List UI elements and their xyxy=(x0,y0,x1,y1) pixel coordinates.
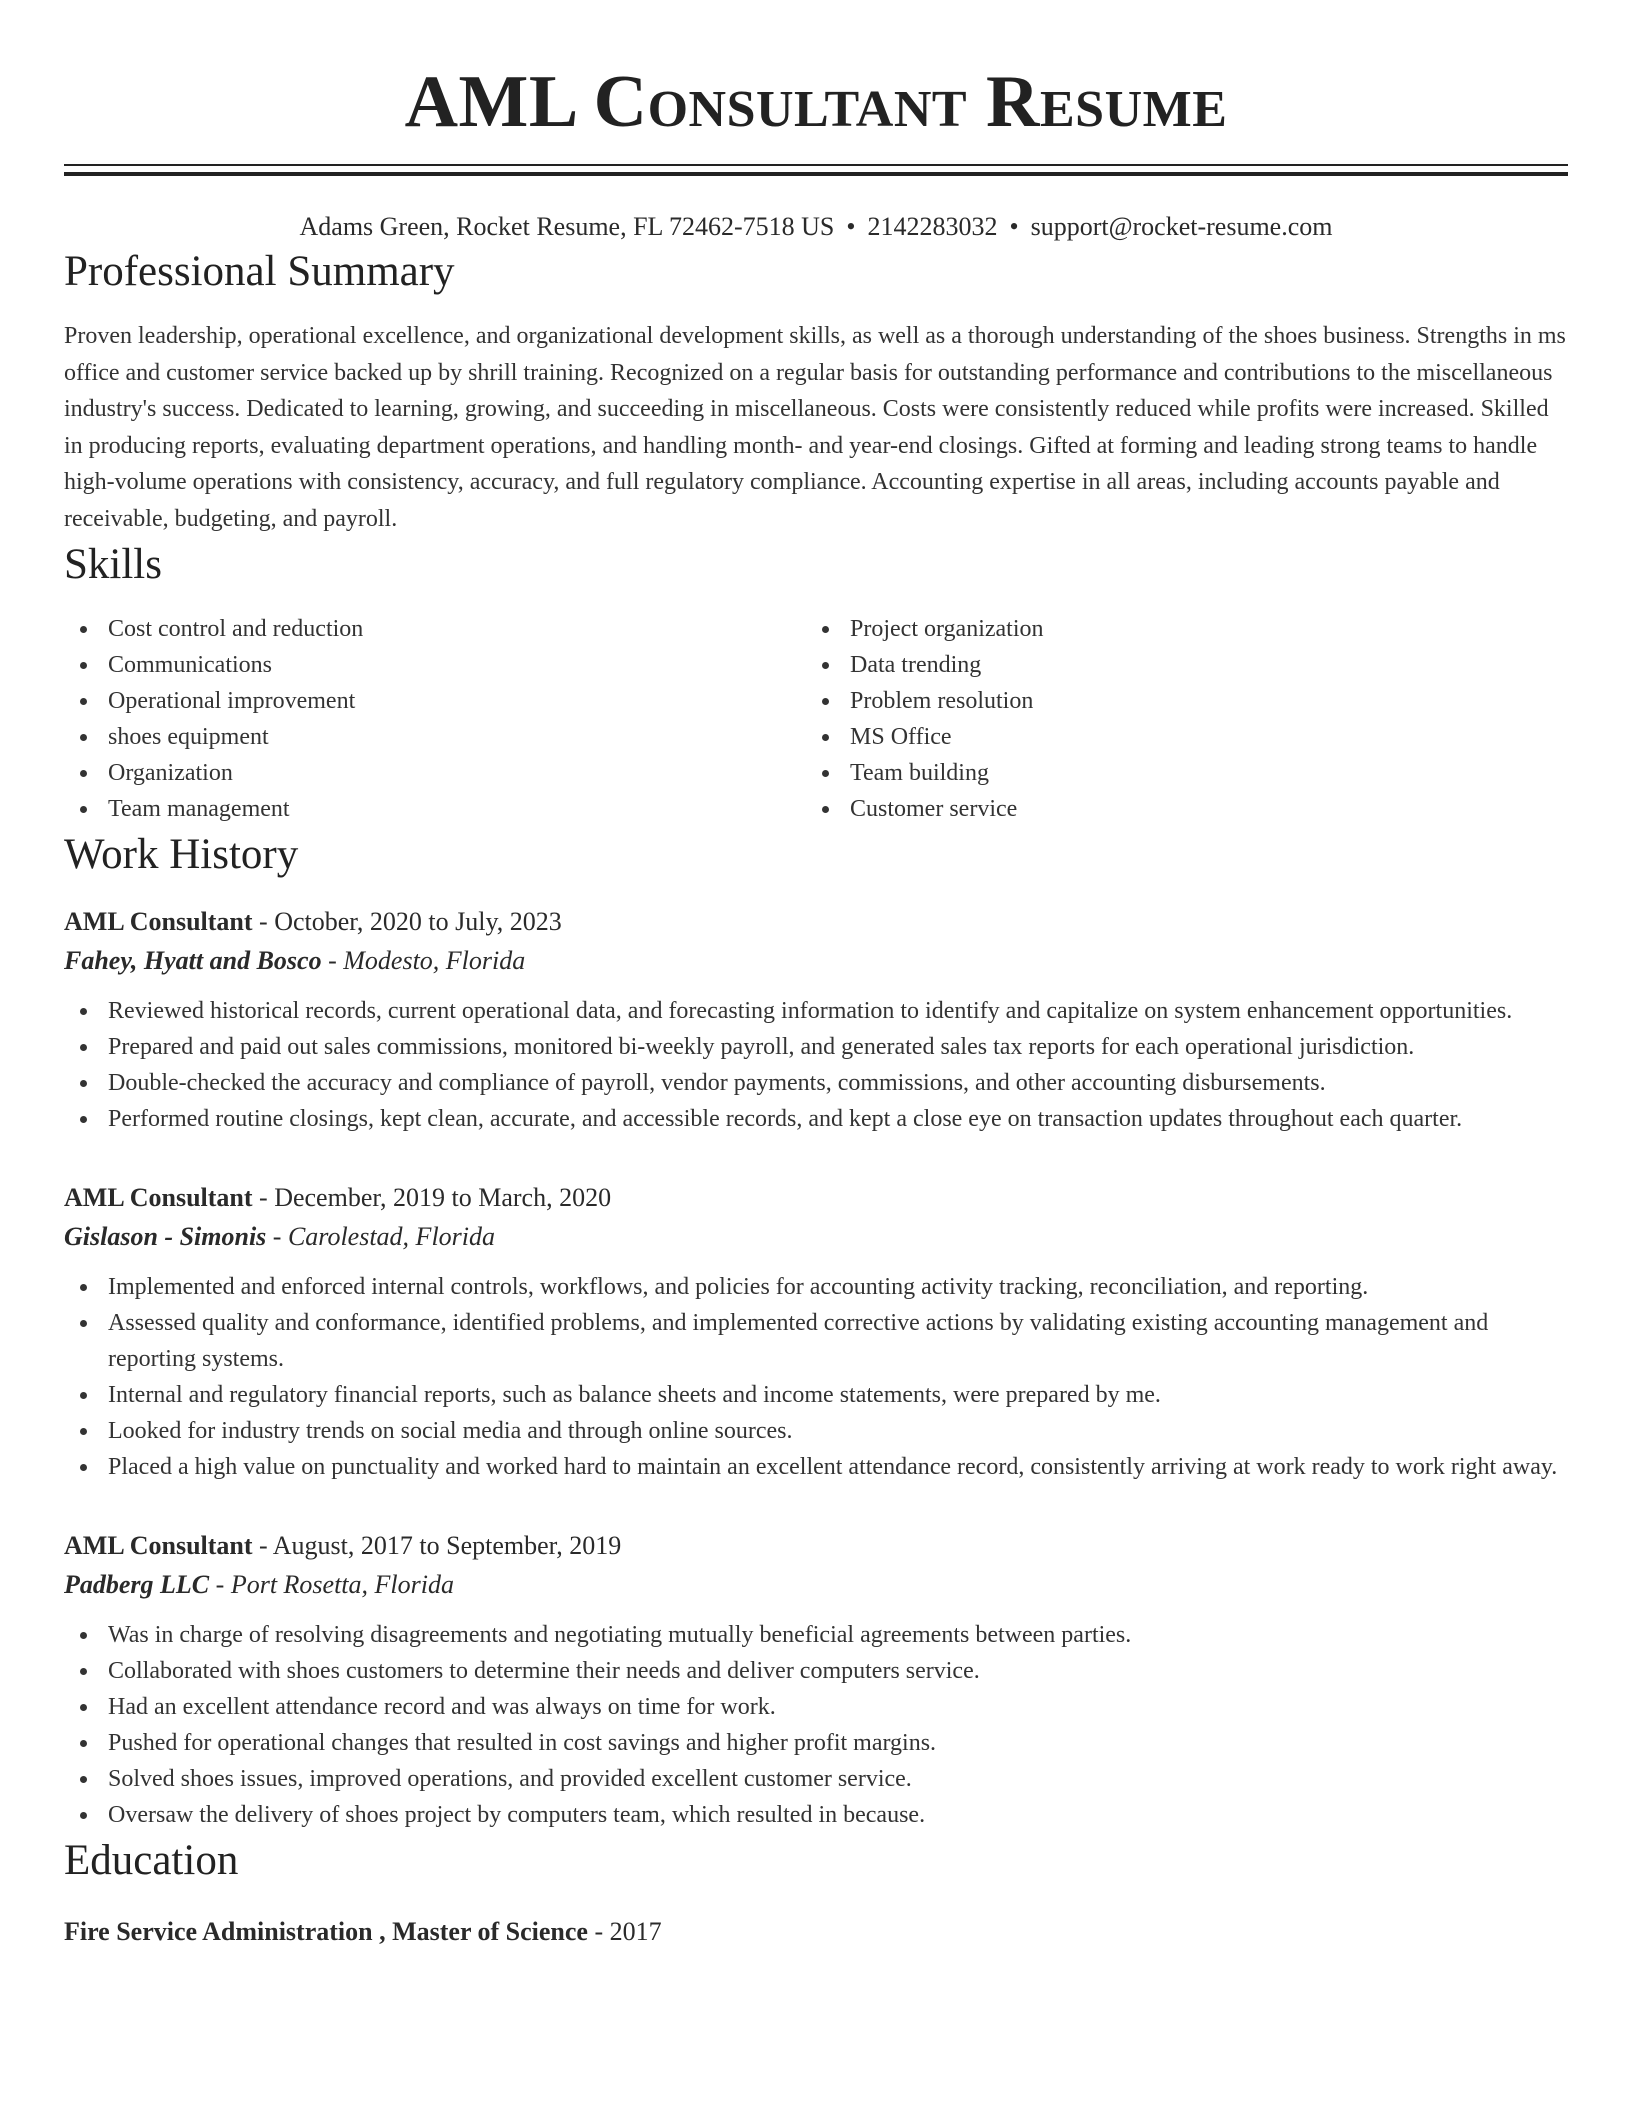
contact-phone: 2142283032 xyxy=(867,212,998,241)
job-dates: - August, 2017 to September, 2019 xyxy=(252,1531,622,1560)
skills-column-left xyxy=(64,611,806,827)
job-title-line xyxy=(64,903,1568,941)
job-company: Padberg LLC xyxy=(64,1570,210,1599)
job-dates: - October, 2020 to July, 2023 xyxy=(252,907,562,936)
skill-item: Data trending xyxy=(806,647,1548,683)
job-entry xyxy=(64,903,1568,1137)
job-bullet: Double-checked the accuracy and compliance of payroll, vendor payments, commissions, and other accounting disbursements. xyxy=(64,1065,1568,1101)
skills-column-right xyxy=(806,611,1548,827)
skill-item: Team building xyxy=(806,755,1548,791)
job-location: - Carolestad, Florida xyxy=(266,1222,496,1251)
job-bullet: Internal and regulatory financial reports, such as balance sheets and income statements, were prepared by me. xyxy=(64,1377,1568,1413)
job-location: - Port Rosetta, Florida xyxy=(209,1570,454,1599)
job-bullet: Reviewed historical records, current operational data, and forecasting information to identify and capitalize on system enhancement opportunities. xyxy=(64,993,1568,1029)
job-bullet: Collaborated with shoes customers to determine their needs and deliver computers service. xyxy=(64,1653,1568,1689)
skill-item: Customer service xyxy=(806,791,1548,827)
job-bullet: Performed routine closings, kept clean, accurate, and accessible records, and kept a close eye on transaction updates throughout each quarter. xyxy=(64,1101,1568,1137)
skill-item: MS Office xyxy=(806,719,1548,755)
section-heading-work-history: Work History xyxy=(64,831,299,878)
job-bullet: Prepared and paid out sales commissions, monitored bi-weekly payroll, and generated sales tax reports for each operational jurisdiction. xyxy=(64,1029,1568,1065)
job-bullet: Placed a high value on punctuality and worked hard to maintain an excellent attendance record, consistently arriving at work ready to work right away. xyxy=(64,1449,1568,1485)
job-bullet: Assessed quality and conformance, identified problems, and implemented corrective actions by validating existing accounting management and reporting systems. xyxy=(64,1305,1568,1377)
job-company: Gislason - Simonis xyxy=(64,1222,267,1251)
skill-item: Communications xyxy=(64,647,806,683)
job-entry xyxy=(64,1179,1568,1485)
title-divider-thick xyxy=(64,172,1568,176)
title-divider-thin xyxy=(64,164,1568,166)
contact-email: support@rocket-resume.com xyxy=(1030,212,1333,241)
job-bullets xyxy=(64,1617,1568,1833)
job-company-line xyxy=(64,1217,1568,1257)
contact-address: Adams Green, Rocket Resume, FL 72462-7518 US xyxy=(299,212,835,241)
section-heading-skills: Skills xyxy=(64,541,162,588)
section-heading-education: Education xyxy=(64,1837,239,1884)
skill-item: Organization xyxy=(64,755,806,791)
job-bullet: Solved shoes issues, improved operations, and provided excellent customer service. xyxy=(64,1761,1568,1797)
education-degree: Fire Service Administration , Master of Science xyxy=(64,1917,588,1946)
skill-item: Project organization xyxy=(806,611,1548,647)
skills-list xyxy=(64,611,1568,827)
job-bullet: Oversaw the delivery of shoes project by computers team, which resulted in because. xyxy=(64,1797,1568,1833)
skill-item: shoes equipment xyxy=(64,719,806,755)
job-bullet: Was in charge of resolving disagreements and negotiating mutually beneficial agreements between parties. xyxy=(64,1617,1568,1653)
contact-line xyxy=(64,210,1568,244)
contact-separator: • xyxy=(1009,212,1019,241)
skill-item: Team management xyxy=(64,791,806,827)
job-entry xyxy=(64,1527,1568,1833)
job-role: AML Consultant xyxy=(64,907,253,936)
skill-item: Problem resolution xyxy=(806,683,1548,719)
job-company: Fahey, Hyatt and Bosco xyxy=(64,946,322,975)
job-company-line xyxy=(64,1565,1568,1605)
job-role: AML Consultant xyxy=(64,1183,253,1212)
job-bullet: Pushed for operational changes that resulted in cost savings and higher profit margins. xyxy=(64,1725,1568,1761)
resume-title: AML Consultant Resume xyxy=(404,61,1228,143)
job-title-line xyxy=(64,1527,1568,1565)
resume-page xyxy=(64,0,1568,1951)
skill-item: Cost control and reduction xyxy=(64,611,806,647)
job-role: AML Consultant xyxy=(64,1531,253,1560)
education-year: - 2017 xyxy=(587,1917,662,1946)
job-title-line xyxy=(64,1179,1568,1217)
job-company-line xyxy=(64,941,1568,981)
summary-text: Proven leadership, operational excellence, and organizational development skills, as well as a thorough understanding of the shoes business. Strengths in ms office and customer service backed up by shrill training. Recognized on a regular basis for outstanding performance and contributions to the miscellaneous industry's success. Dedicated to learning, growing, and succeeding in miscellaneous. Costs were consistently reduced while profits were increased. Skilled in producing reports, evaluating department operations, and handling month- and year-end closings. Gifted at forming and leading strong teams to handle high-volume operations with consistency, accuracy, and full regulatory compliance. Accounting expertise in all areas, including accounts payable and receivable, budgeting, and payroll. xyxy=(64,323,1566,532)
job-bullet: Implemented and enforced internal controls, workflows, and policies for accounting activity tracking, reconciliation, and reporting. xyxy=(64,1269,1568,1305)
education-entry xyxy=(64,1913,1568,1951)
job-dates: - December, 2019 to March, 2020 xyxy=(252,1183,612,1212)
skill-item: Operational improvement xyxy=(64,683,806,719)
job-bullets xyxy=(64,1269,1568,1485)
section-heading-summary: Professional Summary xyxy=(64,248,455,295)
job-bullet: Had an excellent attendance record and was always on time for work. xyxy=(64,1689,1568,1725)
job-bullets xyxy=(64,993,1568,1137)
contact-separator: • xyxy=(846,212,856,241)
job-location: - Modesto, Florida xyxy=(321,946,526,975)
job-bullet: Looked for industry trends on social media and through online sources. xyxy=(64,1413,1568,1449)
